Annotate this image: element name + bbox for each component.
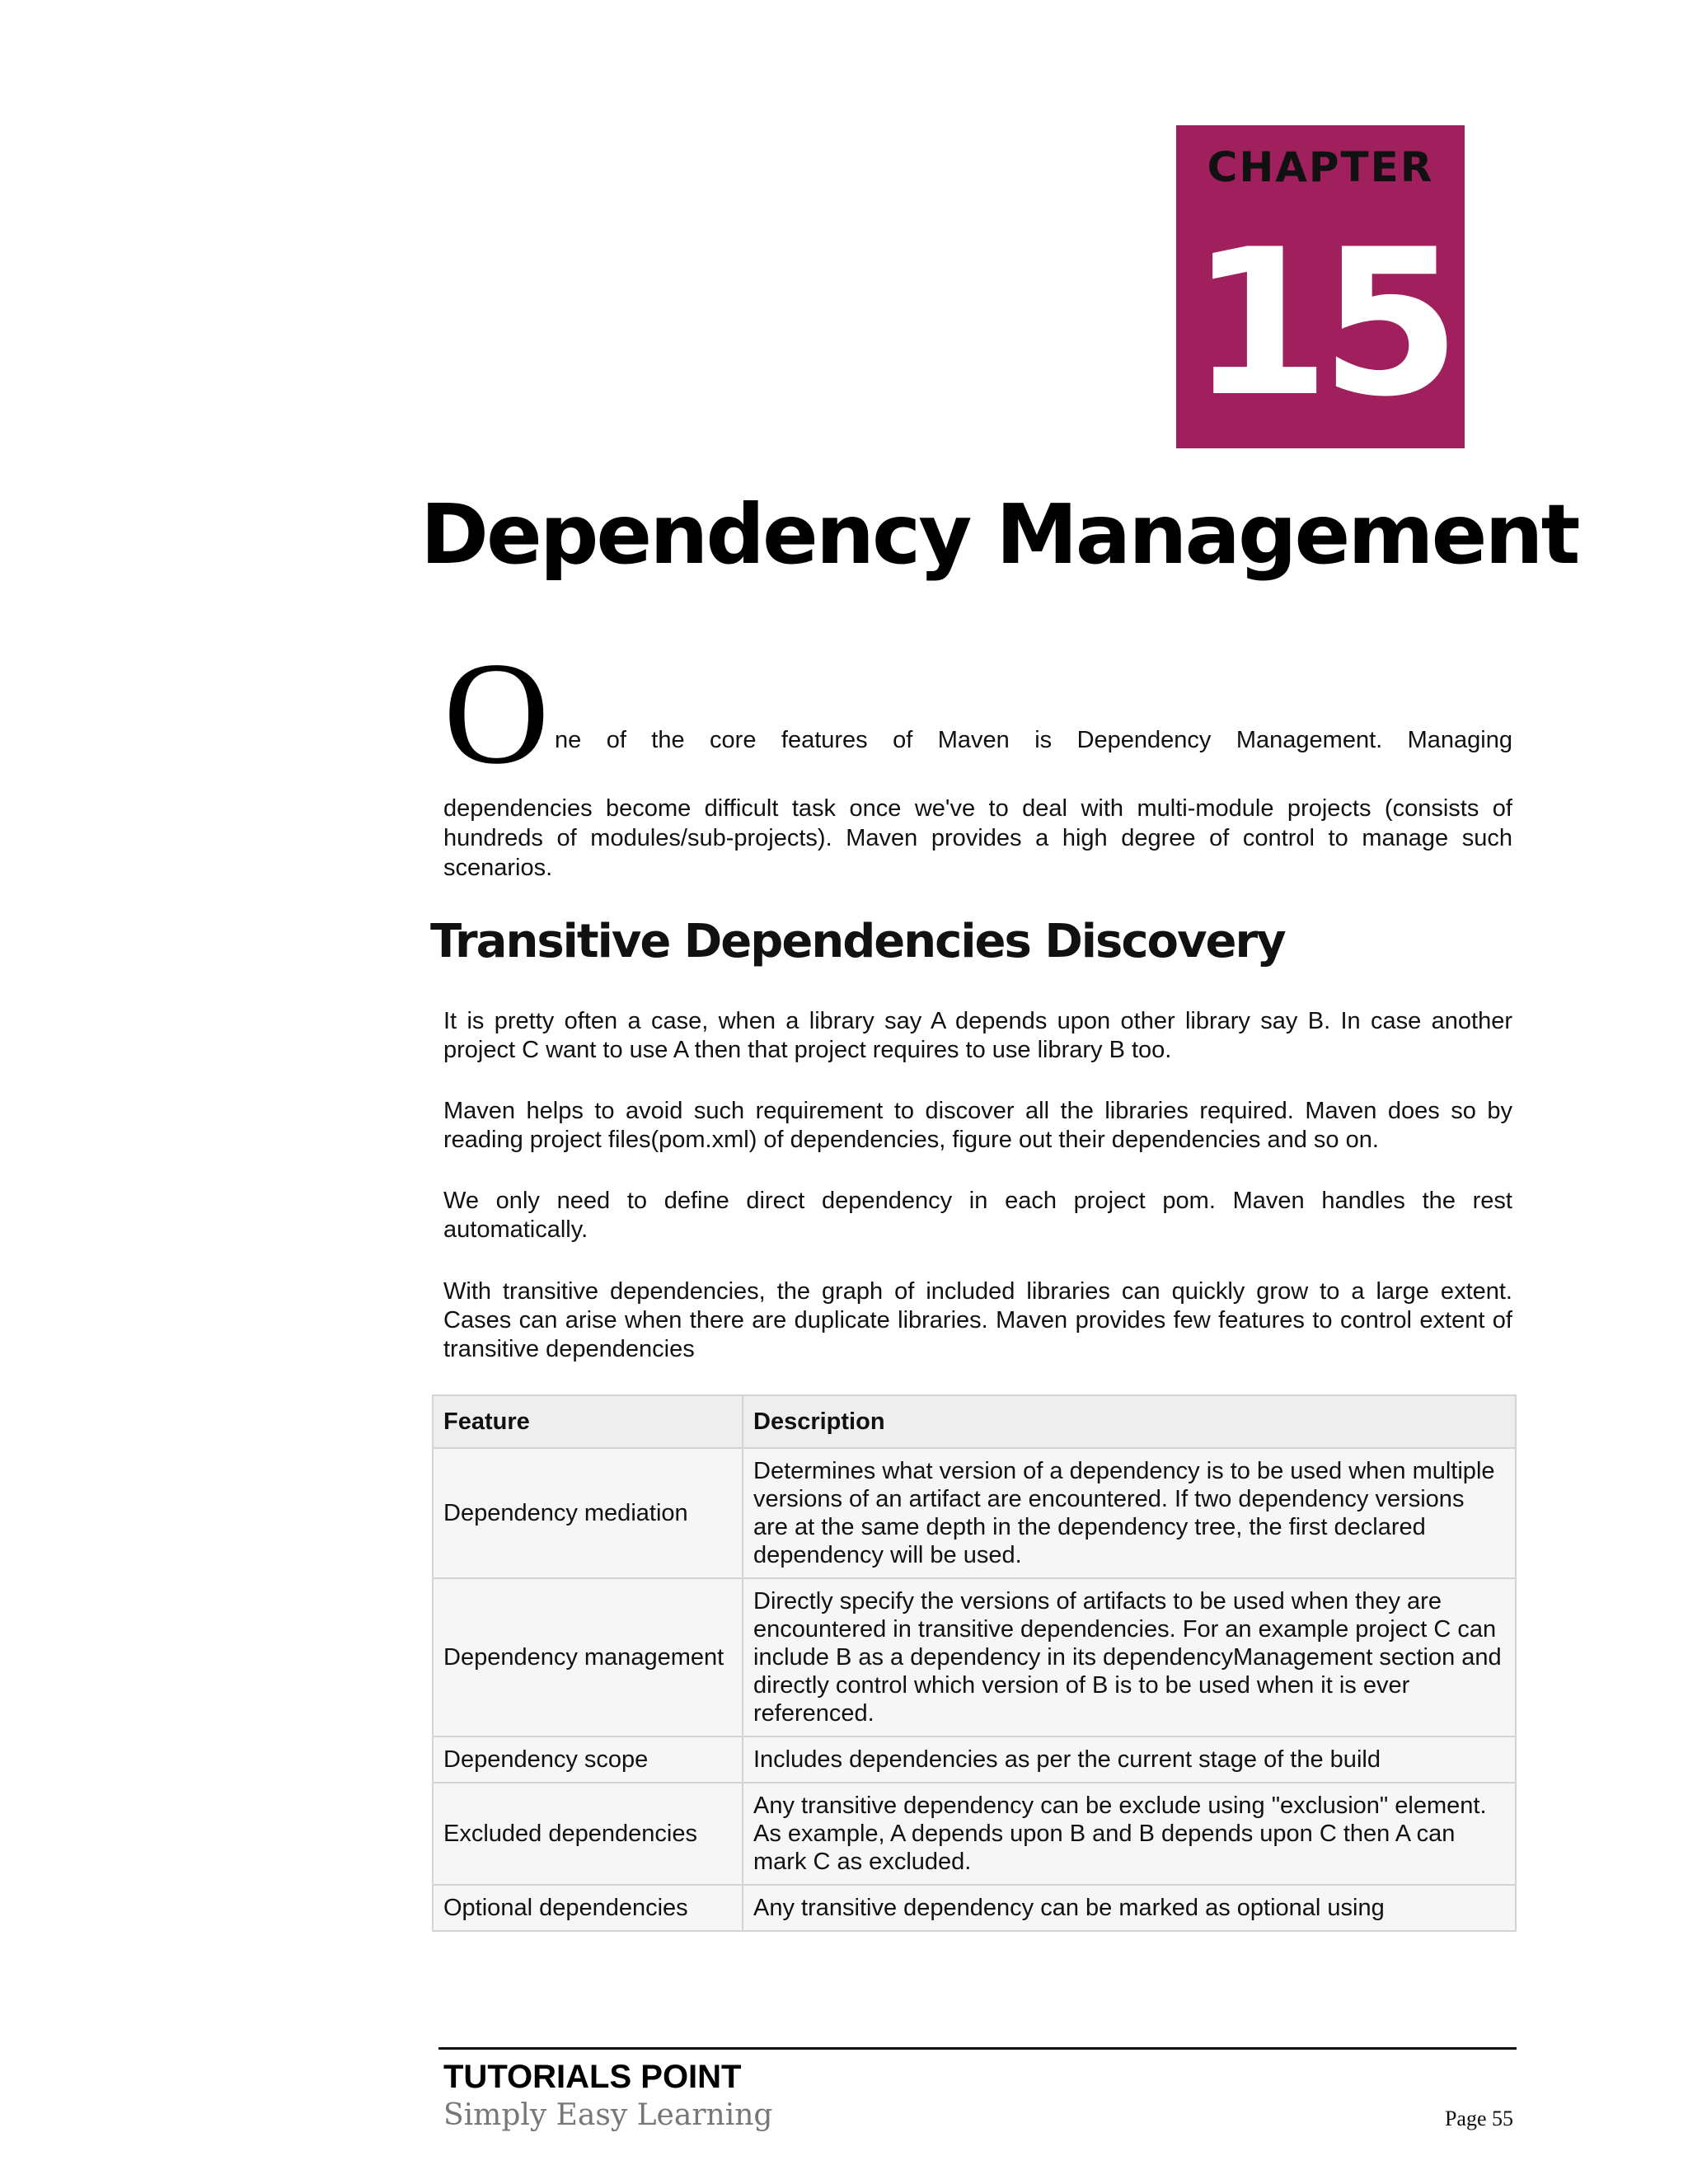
footer-brand: TUTORIALS POINT xyxy=(443,2059,742,2095)
page-number: Page 55 xyxy=(1444,2107,1513,2130)
chapter-badge xyxy=(1176,125,1465,448)
section-heading: Transitive Dependencies Discovery xyxy=(430,915,1285,968)
header-feature: Feature xyxy=(433,1395,743,1448)
intro-first-line xyxy=(443,631,1512,794)
body-paragraph: We only need to define direct dependency in each project pom. Maven handles the rest automatically. xyxy=(443,1188,1512,1243)
intro-line-text: ne of the core features of Maven is Dependency Management. Managing xyxy=(555,727,1512,753)
chapter-label: CHAPTER xyxy=(1207,143,1434,191)
chapter-title: Dependency Management xyxy=(420,486,1578,583)
feature-cell: Excluded dependencies xyxy=(433,1783,743,1885)
intro-paragraph: dependencies become difficult task once we've to deal with multi-module projects (consists of hundreds of modules/sub-projects). Maven provides a high degree of control to manage such scenarios. xyxy=(443,795,1512,881)
footer-divider xyxy=(438,2047,1517,2050)
table-row xyxy=(433,1783,1516,1885)
chapter-number: 15 xyxy=(1189,206,1451,441)
feature-cell: Dependency mediation xyxy=(433,1448,743,1578)
table-row xyxy=(433,1736,1516,1783)
description-cell: Includes dependencies as per the current stage of the build xyxy=(743,1736,1516,1783)
feature-cell: Optional dependencies xyxy=(433,1885,743,1931)
footer-tagline: Simply Easy Learning xyxy=(443,2098,773,2132)
feature-cell: Dependency management xyxy=(433,1578,743,1736)
description-cell: Determines what version of a dependency is to be used when multiple versions of an artifact are encountered. If two dependency versions are at the same depth in the dependency tree, the first declared dependency will be used. xyxy=(743,1448,1516,1578)
feature-table xyxy=(432,1394,1517,1932)
drop-cap: O xyxy=(443,631,550,794)
body-paragraph: Maven helps to avoid such requirement to discover all the libraries required. Maven does so by reading project files(pom.xml) of dependencies, figure out their dependencies and so on. xyxy=(443,1098,1512,1153)
body-paragraph: It is pretty often a case, when a library say A depends upon other library say B. In case another project C want to use A then that project requires to use library B too. xyxy=(443,1008,1512,1063)
description-cell: Any transitive dependency can be exclude using "exclusion" element. As example, A depends upon B and B depends upon C then A can mark C as excluded. xyxy=(743,1783,1516,1885)
table-row xyxy=(433,1578,1516,1736)
table-row xyxy=(433,1448,1516,1578)
table-header-row xyxy=(433,1395,1516,1448)
description-cell: Directly specify the versions of artifacts to be used when they are encountered in transitive dependencies. For an example project C can include B as a dependency in its dependencyManagement section and directly control which version of B is to be used when it is ever referenced. xyxy=(743,1578,1516,1736)
feature-cell: Dependency scope xyxy=(433,1736,743,1783)
description-cell: Any transitive dependency can be marked as optional using xyxy=(743,1885,1516,1931)
header-description: Description xyxy=(743,1395,1516,1448)
table-row xyxy=(433,1885,1516,1931)
body-paragraph: With transitive dependencies, the graph of included libraries can quickly grow to a large extent. Cases can arise when there are duplicate libraries. Maven provides few features to control extent of transitive dependencies xyxy=(443,1278,1512,1362)
